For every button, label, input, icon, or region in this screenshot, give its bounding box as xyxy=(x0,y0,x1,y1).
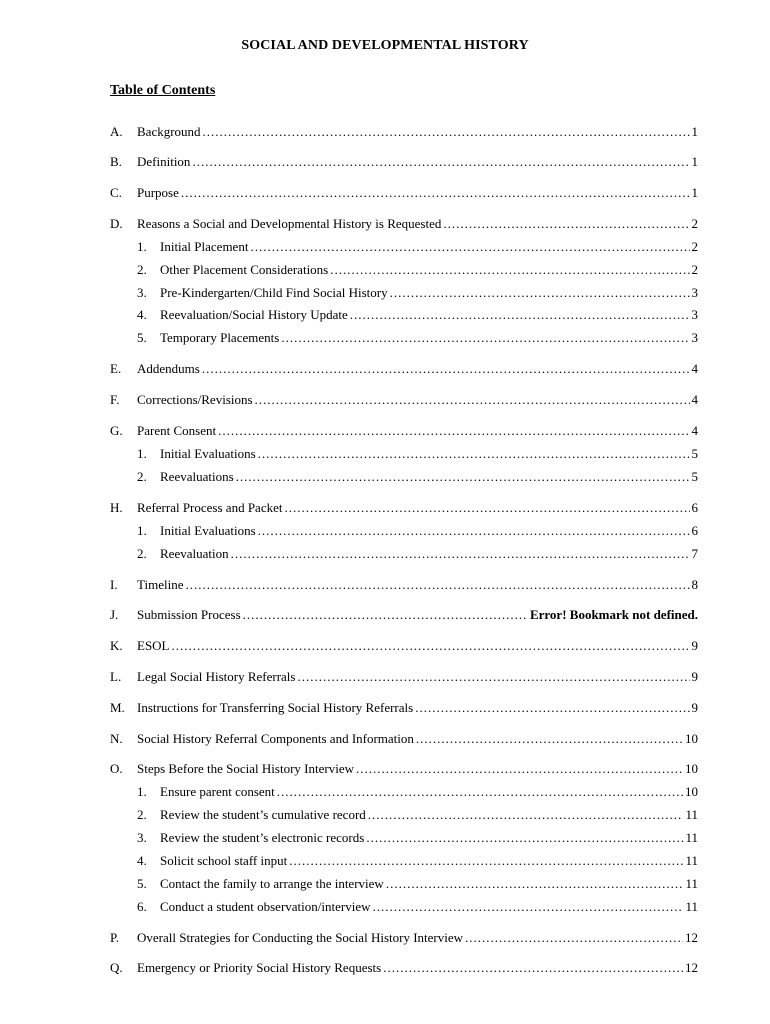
toc-entry[interactable] xyxy=(110,153,698,171)
toc-entry-text: Conduct a student observation/interview xyxy=(160,899,371,914)
toc-page-number: 6 xyxy=(691,500,698,515)
toc-entry-label: E. xyxy=(110,361,122,376)
toc-entry-label: 3. xyxy=(137,830,147,845)
toc-page-number: 3 xyxy=(691,285,698,300)
toc-entry-text: Overall Strategies for Conducting the Social History Interview xyxy=(137,930,464,945)
toc-entry-text: Reasons a Social and Developmental History is Requested xyxy=(137,216,442,231)
toc-page-number: 2 xyxy=(691,216,698,231)
toc-subentry[interactable] xyxy=(137,329,698,347)
dot-leader xyxy=(443,215,689,233)
toc-entry[interactable] xyxy=(110,215,698,233)
toc-entry-label: 1. xyxy=(137,523,147,538)
toc-entry-text: Timeline xyxy=(137,577,184,592)
toc-entry-label: 4. xyxy=(137,853,147,868)
toc-subentry[interactable] xyxy=(137,898,698,916)
dot-leader xyxy=(284,499,689,517)
toc-entry-label: L. xyxy=(110,669,122,684)
toc-entry-text: Contact the family to arrange the interview xyxy=(160,876,384,891)
toc-entry-label: 1. xyxy=(137,784,147,799)
toc-entry-text: Reevaluation xyxy=(160,546,229,561)
dot-leader xyxy=(172,637,690,655)
dot-leader xyxy=(255,391,690,409)
toc-entry-text: Definition xyxy=(137,154,191,169)
toc-entry[interactable] xyxy=(110,929,698,947)
dot-leader xyxy=(372,898,683,916)
toc-entry-label: 5. xyxy=(137,330,147,345)
toc-page-number: 2 xyxy=(691,239,698,254)
toc-page-number: 4 xyxy=(691,392,698,407)
toc-entry-label: J. xyxy=(110,607,119,622)
toc-entry-text: Initial Evaluations xyxy=(160,523,256,538)
toc-subentry[interactable] xyxy=(137,875,698,893)
toc-page-number: 12 xyxy=(685,960,698,975)
toc-entry-label: K. xyxy=(110,638,123,653)
toc-page-number: 8 xyxy=(691,577,698,592)
toc-entry[interactable] xyxy=(110,499,698,517)
toc-entry-text: Legal Social History Referrals xyxy=(137,669,296,684)
toc-entry-label: G. xyxy=(110,423,123,438)
toc-entry-text: Addendums xyxy=(137,361,200,376)
toc-page-number: 11 xyxy=(685,807,698,822)
toc-entry[interactable] xyxy=(110,730,698,748)
toc-entry-text: Purpose xyxy=(137,185,179,200)
toc-subentry[interactable] xyxy=(137,261,698,279)
toc-page-number: 7 xyxy=(691,546,698,561)
toc-entry[interactable] xyxy=(110,760,698,778)
toc-entry-label: H. xyxy=(110,500,123,515)
toc-page-number: 10 xyxy=(685,731,698,746)
dot-leader xyxy=(258,445,690,463)
toc-entry-text: Instructions for Transferring Social History Referrals xyxy=(137,700,414,715)
toc-entry-label: M. xyxy=(110,700,125,715)
toc-entry-text: ESOL xyxy=(137,638,170,653)
toc-entry-text: Initial Placement xyxy=(160,239,249,254)
toc-entry-text: Steps Before the Social History Interview xyxy=(137,761,354,776)
dot-leader xyxy=(258,522,690,540)
toc-entry-text: Other Placement Considerations xyxy=(160,262,329,277)
toc-page-number: 9 xyxy=(691,638,698,653)
toc-subentry[interactable] xyxy=(137,445,698,463)
toc-entry-text: Reevaluation/Social History Update xyxy=(160,307,348,322)
toc-subentry[interactable] xyxy=(137,806,698,824)
dot-leader xyxy=(185,576,689,594)
toc-page-number: 1 xyxy=(691,154,698,169)
toc-entry-label: I. xyxy=(110,577,118,592)
toc-entry-text: Background xyxy=(137,124,201,139)
toc-subentry[interactable] xyxy=(137,522,698,540)
toc-entry-label: Q. xyxy=(110,960,123,975)
toc-entry-label: F. xyxy=(110,392,120,407)
dot-leader xyxy=(368,806,684,824)
dot-leader xyxy=(202,360,690,378)
dot-leader xyxy=(236,468,690,486)
toc-entry-label: 2. xyxy=(137,807,147,822)
dot-leader xyxy=(281,329,689,347)
toc-entry-label: 1. xyxy=(137,446,147,461)
toc-entry-text: Parent Consent xyxy=(137,423,217,438)
toc-entry-text: Ensure parent consent xyxy=(160,784,275,799)
dot-leader xyxy=(386,875,684,893)
toc-page-number: 11 xyxy=(685,853,698,868)
toc-entry-text: Emergency or Priority Social History Requests xyxy=(137,960,382,975)
dot-leader xyxy=(231,545,690,563)
toc-subentry[interactable] xyxy=(137,306,698,324)
dot-leader xyxy=(289,852,683,870)
toc-entry-text: Review the student’s electronic records xyxy=(160,830,365,845)
toc-page-number: 4 xyxy=(691,361,698,376)
bookmark-error: Error! Bookmark not defined. xyxy=(529,607,698,622)
toc-page-number: 9 xyxy=(691,669,698,684)
toc-subentry[interactable] xyxy=(137,783,698,801)
toc-subentry[interactable] xyxy=(137,852,698,870)
toc-entry-label: O. xyxy=(110,761,123,776)
toc-entry-text: Social History Referral Components and Information xyxy=(137,731,414,746)
toc-entry-text: Referral Process and Packet xyxy=(137,500,283,515)
toc-entry-label: 2. xyxy=(137,262,147,277)
toc-entry-label: 6. xyxy=(137,899,147,914)
dot-leader xyxy=(356,760,683,778)
toc-entry[interactable] xyxy=(110,637,698,655)
toc-entry[interactable] xyxy=(110,360,698,378)
toc-page-number: 2 xyxy=(691,262,698,277)
dot-leader xyxy=(277,783,683,801)
dot-leader xyxy=(415,699,689,717)
toc-subentry[interactable] xyxy=(137,545,698,563)
toc-entry-label: 3. xyxy=(137,285,147,300)
dot-leader xyxy=(250,238,689,256)
dot-leader xyxy=(203,123,690,141)
toc-page-number: 6 xyxy=(691,523,698,538)
dot-leader xyxy=(330,261,689,279)
toc-subentry[interactable] xyxy=(137,284,698,302)
toc-page-number: 1 xyxy=(691,124,698,139)
dot-leader xyxy=(390,284,690,302)
toc-subentry[interactable] xyxy=(137,468,698,486)
dot-leader xyxy=(350,306,690,324)
toc-entry[interactable] xyxy=(110,668,698,686)
dot-leader xyxy=(218,422,689,440)
toc-entry[interactable] xyxy=(110,606,698,624)
toc-entry-text: Reevaluations xyxy=(160,469,234,484)
toc-entry-text: Review the student’s cumulative record xyxy=(160,807,366,822)
document-title: SOCIAL AND DEVELOPMENTAL HISTORY xyxy=(241,38,529,53)
toc-heading: Table of Contents xyxy=(110,83,216,98)
toc-page-number: 5 xyxy=(691,446,698,461)
toc-page-number: 10 xyxy=(685,761,698,776)
toc-page-number: 9 xyxy=(691,700,698,715)
toc-entry-label: 2. xyxy=(137,546,147,561)
dot-leader xyxy=(383,959,683,977)
toc-entry-label: B. xyxy=(110,154,122,169)
toc-page-number: 11 xyxy=(685,876,698,891)
toc-entry[interactable] xyxy=(110,184,698,202)
toc-subentry[interactable] xyxy=(137,829,698,847)
dot-leader xyxy=(181,184,690,202)
toc-page-number: 5 xyxy=(691,469,698,484)
toc-entry[interactable] xyxy=(110,699,698,717)
dot-leader xyxy=(243,606,528,624)
dot-leader xyxy=(297,668,689,686)
toc-entry-text: Solicit school staff input xyxy=(160,853,288,868)
toc-entry-text: Temporary Placements xyxy=(160,330,280,345)
toc-page-number: 12 xyxy=(685,930,698,945)
toc-entry-label: 5. xyxy=(137,876,147,891)
dot-leader xyxy=(366,829,683,847)
dot-leader xyxy=(416,730,683,748)
toc-subentry[interactable] xyxy=(137,238,698,256)
toc-page-number: 11 xyxy=(685,899,698,914)
toc-entry-label: 4. xyxy=(137,307,147,322)
toc-page-number: 3 xyxy=(691,330,698,345)
toc-entry[interactable] xyxy=(110,391,698,409)
toc-entry-label: N. xyxy=(110,731,123,746)
toc-entry-text: Submission Process xyxy=(137,607,241,622)
toc-entry-text: Initial Evaluations xyxy=(160,446,256,461)
toc-entry-label: P. xyxy=(110,930,120,945)
toc-entry-text: Pre-Kindergarten/Child Find Social History xyxy=(160,285,388,300)
toc-entry-label: D. xyxy=(110,216,123,231)
toc-page-number: 3 xyxy=(691,307,698,322)
dot-leader xyxy=(192,153,689,171)
toc-entry[interactable] xyxy=(110,123,698,141)
toc-entry-text: Corrections/Revisions xyxy=(137,392,253,407)
toc-page-number: 4 xyxy=(691,423,698,438)
toc-page-number: 1 xyxy=(691,185,698,200)
toc-entry-label: 1. xyxy=(137,239,147,254)
dot-leader xyxy=(465,929,683,947)
toc-entry[interactable] xyxy=(110,576,698,594)
toc-entry-label: A. xyxy=(110,124,123,139)
toc-page-number: 10 xyxy=(685,784,698,799)
toc-entry[interactable] xyxy=(110,959,698,977)
toc-entry[interactable] xyxy=(110,422,698,440)
toc-entry-label: 2. xyxy=(137,469,147,484)
toc-page-number: 11 xyxy=(685,830,698,845)
toc-entry-label: C. xyxy=(110,185,122,200)
